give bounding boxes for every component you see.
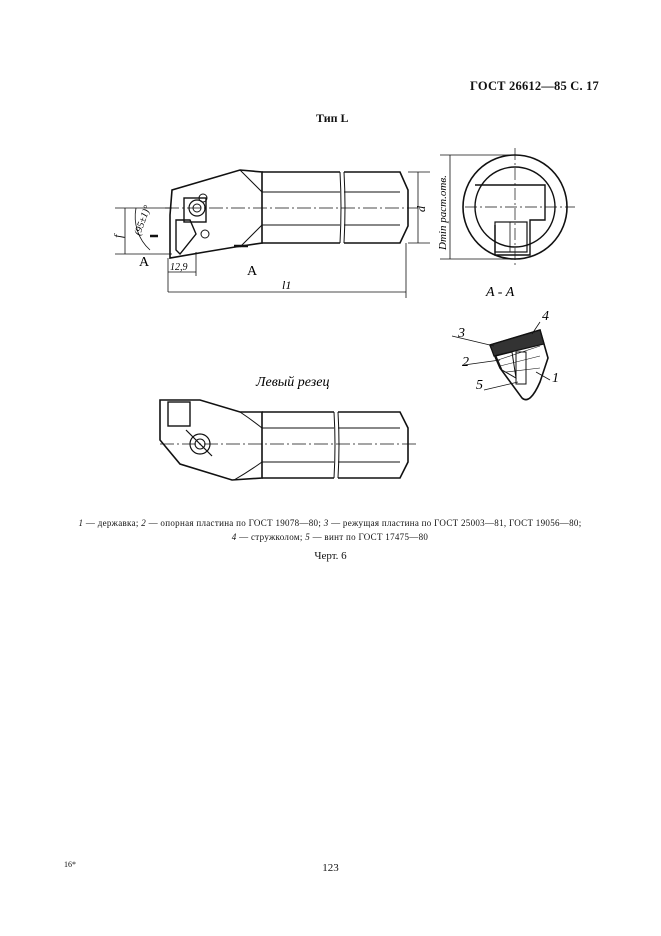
corner-mark: 16* [64, 860, 76, 869]
page-header: ГОСТ 26612—85 С. 17 [470, 79, 599, 93]
dim-f-label: f [111, 234, 125, 238]
type-title: Тип L [316, 111, 349, 125]
figure-label: Черт. 6 [314, 550, 347, 562]
legend-text-2: — опорная пластина по ГОСТ 19078—80; [146, 518, 324, 528]
dim-l1-label: l1 [282, 278, 292, 292]
legend-num-5: 5 [305, 532, 311, 542]
dim-width-label: 12,9 [170, 262, 188, 273]
legend-text-1: — державка; [83, 518, 142, 528]
legend-text-4: — стружколом; [236, 532, 306, 542]
callout-1: 1 [552, 371, 559, 386]
section-marker-a-left: A [139, 255, 150, 270]
legend-num-3: 3 [323, 518, 329, 528]
parts-legend [40, 516, 620, 544]
legend-line-2 [40, 530, 620, 544]
callout-4: 4 [542, 309, 549, 324]
page-number: 123 [322, 862, 339, 874]
callout-2: 2 [462, 355, 469, 370]
callout-5: 5 [476, 378, 483, 393]
left-cutter-title: Левый резец [256, 375, 330, 390]
section-aa-title: A - A [486, 285, 515, 300]
legend-line-1 [40, 516, 620, 530]
holder-left-view [160, 400, 408, 480]
holder-main-view [170, 170, 408, 258]
dim-angle-label: (95±1)° [132, 203, 154, 238]
legend-text-5: — винт по ГОСТ 17475—80 [310, 532, 429, 542]
legend-num-2: 2 [141, 518, 147, 528]
section-aa-view [490, 330, 548, 400]
callout-3: 3 [458, 326, 465, 341]
dim-d-label: d [414, 206, 428, 212]
dim-dmin-label: Dmin раст.отв. [437, 175, 449, 250]
legend-num-4: 4 [231, 532, 237, 542]
section-marker-a-bottom: A [247, 264, 258, 279]
legend-num-1: 1 [78, 518, 84, 528]
legend-text-3: — режущая пластина по ГОСТ 25003—81, ГОСТ 19056—80; [328, 518, 582, 528]
